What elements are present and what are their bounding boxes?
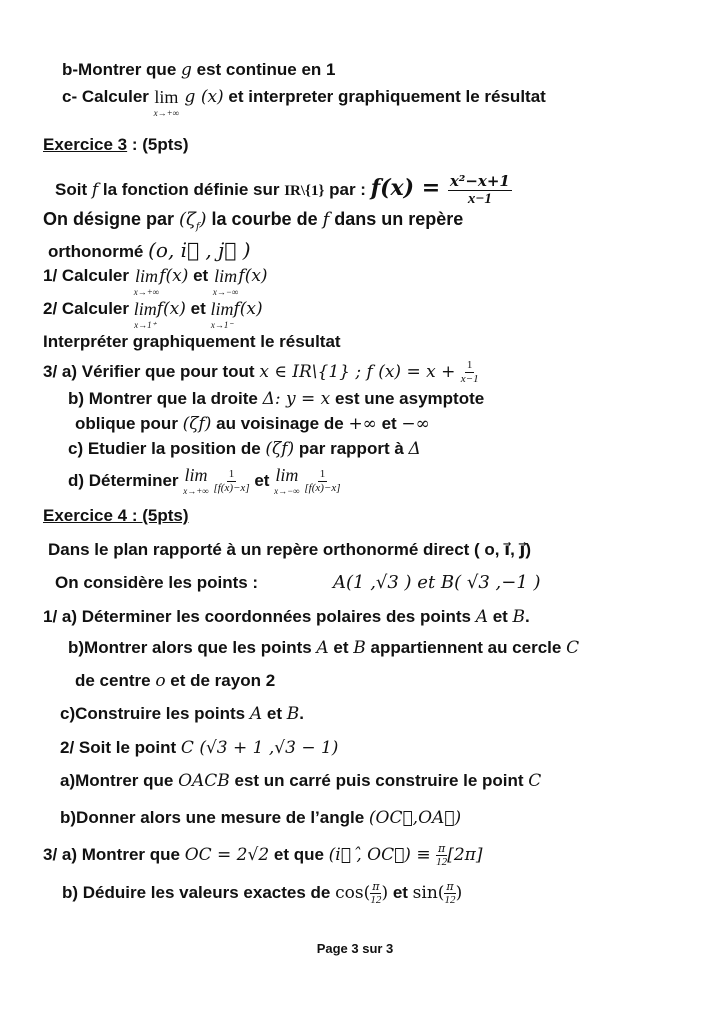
- title: Exercice 3: [43, 135, 128, 154]
- lim-label: lim: [275, 465, 299, 485]
- math: g: [181, 60, 192, 80]
- math: ): [455, 883, 463, 903]
- text: d) Déterminer: [68, 471, 184, 490]
- text: et que: [269, 845, 329, 864]
- lim-sub: x→+∞: [183, 486, 209, 496]
- math: B: [353, 638, 366, 658]
- lim-sub: x→+∞: [133, 287, 160, 297]
- numerator: π: [372, 880, 380, 894]
- text: de centre: [75, 671, 156, 690]
- text: 3/ a) Vérifier que pour tout: [43, 362, 260, 381]
- ex4-q1b-line1: [68, 638, 579, 658]
- text: dans un repère: [329, 209, 464, 229]
- text: Soit: [55, 180, 92, 199]
- text: 1/ a) Déterminer les coordonnées polaires des points: [43, 607, 476, 626]
- limit: [134, 299, 157, 330]
- fraction: [444, 880, 455, 907]
- math: −∞: [401, 414, 430, 434]
- math: A: [316, 638, 329, 658]
- exercise-4-title: Exercice 4 : (5pts): [43, 506, 189, 525]
- fraction: [213, 468, 249, 495]
- text: et: [388, 883, 413, 902]
- numerator: 1: [228, 468, 235, 481]
- denominator: x−1: [467, 191, 492, 208]
- limit: [210, 299, 233, 330]
- ex4-q3a: [43, 840, 482, 870]
- text: par :: [324, 180, 371, 199]
- math: C (√3 + 1 ,√3 − 1): [180, 738, 339, 758]
- math: f(x): [233, 299, 263, 319]
- math: OC = 2√2: [184, 845, 270, 865]
- math: A: [475, 607, 488, 627]
- lim-sub: x→−∞: [274, 486, 300, 496]
- lim-sub: x→+∞: [153, 108, 180, 118]
- lim-label: lim: [184, 465, 208, 485]
- text: 2/ Calculer: [43, 299, 134, 318]
- math: ): [381, 883, 389, 903]
- math: C: [566, 638, 580, 658]
- math: g (x): [179, 87, 224, 107]
- ex3-intro: [55, 170, 512, 206]
- ex4-q2: [60, 738, 338, 758]
- ex3-q3d: [68, 465, 341, 496]
- math: f: [91, 180, 99, 200]
- text: .: [525, 607, 530, 626]
- page-footer: Page 3 sur 3: [316, 941, 394, 956]
- math: f(x): [159, 266, 189, 286]
- denominator: 12: [370, 894, 382, 907]
- lim-label: lim: [214, 266, 238, 286]
- lim-sub: x→1⁺: [134, 320, 157, 330]
- text: orthonormé: [48, 242, 149, 261]
- limit: [154, 87, 179, 118]
- math: OACB: [178, 771, 230, 791]
- text: c- Calculer: [62, 87, 154, 106]
- numerator: 1: [319, 468, 326, 481]
- ex3-q2: [43, 299, 263, 330]
- limit: [274, 465, 299, 496]
- ex2-question-b: [62, 60, 335, 80]
- text: a)Montrer que: [60, 771, 179, 790]
- math: (o, i⃗ , j⃗ ): [148, 238, 251, 262]
- ex3-curve-line2: [48, 238, 251, 264]
- math: (ζf): [182, 414, 212, 434]
- denominator: [f(x)−x]: [213, 482, 250, 495]
- text: oblique pour: [75, 414, 183, 433]
- math: (ζ: [179, 209, 196, 230]
- text: On désigne par: [43, 209, 180, 229]
- lim-label: lim: [133, 299, 157, 319]
- text: et: [487, 607, 513, 626]
- math: B: [286, 704, 300, 724]
- ex3-q3b-line2: [75, 414, 430, 434]
- math: B: [512, 607, 526, 627]
- numerator: x²−x+1: [449, 172, 510, 191]
- limit: [213, 266, 238, 297]
- math: o: [155, 671, 166, 691]
- fraction: [436, 842, 447, 869]
- text: au voisinage de: [211, 414, 349, 433]
- text: la courbe de: [206, 209, 323, 229]
- text: et: [262, 704, 287, 723]
- ex3-q1: [43, 266, 268, 297]
- math: f: [195, 221, 200, 233]
- text: et: [185, 299, 211, 318]
- math: Δ: [408, 439, 421, 459]
- text: 3/ a) Montrer que: [43, 845, 185, 864]
- math: C: [528, 771, 542, 791]
- points: : (5pts): [127, 135, 189, 154]
- math: f(x): [156, 299, 186, 319]
- denominator: [f(x)−x]: [304, 482, 341, 495]
- text: b)Montrer alors que les points: [68, 638, 317, 657]
- text: est une asymptote: [330, 389, 485, 408]
- text: b) Montrer que la droite: [68, 389, 263, 408]
- text: b) Déduire les valeurs exactes de: [62, 883, 336, 902]
- text: b)Donner alors une mesure de l’angle: [60, 808, 369, 827]
- math: ): [199, 209, 207, 230]
- lim-label: lim: [210, 299, 234, 319]
- math: f: [322, 209, 330, 230]
- fraction: [304, 468, 340, 495]
- text: est un carré puis construire le point: [229, 771, 529, 790]
- math: IR\{1}: [284, 183, 325, 199]
- text: appartiennent au cercle: [365, 638, 567, 657]
- fraction: [448, 173, 512, 208]
- math: (ζf): [265, 439, 295, 459]
- denominator: 12: [436, 856, 448, 869]
- ex3-q3a: [43, 358, 479, 386]
- math: f(x): [238, 266, 268, 286]
- math: sin(: [412, 883, 445, 903]
- ex4-intro: Dans le plan rapporté à un repère orthonormé direct ( o, i⃗, j⃗): [48, 540, 532, 559]
- math: f(x) =: [370, 175, 448, 201]
- lim-sub: x→−∞: [212, 287, 239, 297]
- ex4-points-math: A(1 ,√3 ) et B( √3 ,−1 ): [333, 572, 541, 593]
- text: la fonction définie sur: [98, 180, 285, 199]
- math: cos(: [335, 883, 371, 903]
- exercise-3-title: [43, 135, 189, 155]
- denominator: 12: [444, 894, 456, 907]
- text: 2/ Soit le point: [60, 738, 181, 757]
- limit: [183, 465, 208, 496]
- ex3-q3c: [68, 439, 421, 459]
- ex4-q2a: [60, 771, 541, 791]
- text: et interpreter graphiquement le résultat: [223, 87, 546, 106]
- ex4-q1c: [60, 704, 304, 724]
- text: c)Construire les points: [60, 704, 250, 723]
- ex3-interpret: Interpréter graphiquement le résultat: [43, 332, 341, 351]
- math: (OC⃗,OA⃗): [368, 808, 462, 828]
- text: et: [249, 471, 275, 490]
- fraction: [370, 880, 381, 907]
- limit: [134, 266, 159, 297]
- ex3-q3b-line1: [68, 389, 484, 409]
- math: +∞: [348, 414, 377, 434]
- denominator: x−1: [460, 373, 479, 386]
- text: et: [376, 414, 402, 433]
- numerator: π: [446, 880, 454, 894]
- math: x ∈ IR\{1} ; f (x) = x +: [259, 362, 461, 382]
- text: .: [299, 704, 304, 723]
- math: [2π]: [447, 845, 483, 865]
- lim-sub: x→1⁻: [210, 320, 234, 330]
- numerator: 1: [466, 359, 473, 372]
- ex4-q2b: [60, 806, 461, 830]
- text: est continue en 1: [191, 60, 336, 79]
- lim-label: lim: [154, 87, 179, 107]
- text: et de rayon 2: [165, 671, 276, 690]
- ex4-q3b: [62, 878, 462, 908]
- ex3-curve-line1: [43, 209, 463, 233]
- text: et: [188, 266, 213, 285]
- text: 1/ Calculer: [43, 266, 134, 285]
- text: b-Montrer que: [62, 60, 181, 79]
- text: par rapport à: [294, 439, 409, 458]
- ex2-question-c: [62, 87, 546, 118]
- fraction: [461, 359, 479, 386]
- math: (i⃗ ,̂ OC⃗) ≡: [328, 845, 436, 865]
- numerator: π: [437, 842, 446, 856]
- lim-label: lim: [134, 266, 158, 286]
- math: A: [249, 704, 263, 724]
- ex4-points: [55, 573, 258, 593]
- ex4-q1b-line2: [75, 671, 275, 691]
- text: et: [328, 638, 354, 657]
- math: Δ: y = x: [262, 389, 331, 409]
- text: c) Etudier la position de: [68, 439, 266, 458]
- text: On considère les points :: [55, 573, 259, 592]
- ex4-q1a: [43, 607, 530, 627]
